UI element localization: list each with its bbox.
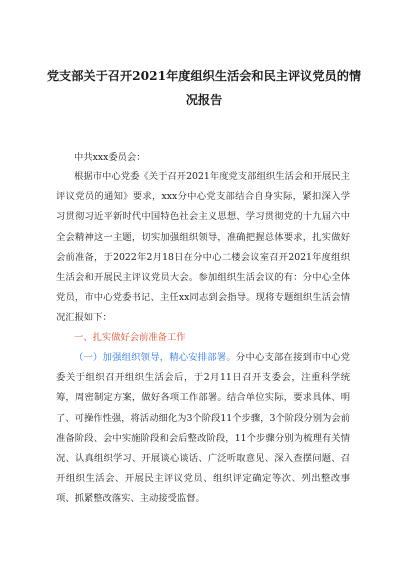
salutation: 中共xxx委员会： (74, 152, 146, 163)
document-title (44, 64, 364, 112)
subsection-paragraph (56, 348, 350, 510)
title-line-1: 党支部关于召开2021年度组织生活会和民主评议党员的情 (46, 69, 362, 83)
section-heading: 一、扎实做好会前准备工作 (74, 332, 186, 343)
intro-paragraph: 根据市中心党委《关于召开2021年度党支部组织生活会和开展民主评议党员的通知》要求，xxx分中心党支部结合自身实际，紧扣深入学习贯彻习近平新时代中国特色社会主义思想、学习贯彻党的十九届六中全会精神这一主题，切实加强组织领导，准确把握总体要求，扎实做好会前准备，于2022年2月18日在分中心二楼会议室召开2021年度组织生活会和开展民主评议党员大会。参加组织生活会议的有：分中心全体党员，市中心党委书记、主任xx同志到会指导。现将专题组织生活会情况汇报如下： (56, 171, 350, 324)
title-line-2: 况报告 (185, 93, 223, 107)
subsection-lead: （一）加强组织领导，精心安排部署。 (74, 352, 236, 363)
subsection-body: 分中心支部在接到市中心党委关于组织召开组织生活会后，于2月11日召开支委会，注重科学统筹，周密制定方案，做好各项工作部署。结合单位实际，要求具体、明了、可操作性强，将活动细化为3个阶段11个步骤，3个阶段分别为会前准备阶段、会中实施阶段和会后整改阶段，11个步骤分别为梳理有关情况、认真组织学习、开展谈心谈话、广泛听取意见、深入查摆问题、召开组织生活会、开展民主评议党员、组织评定确定等次、列出整改事项、抓紧整改落实、主动接受监督。 (56, 352, 350, 505)
